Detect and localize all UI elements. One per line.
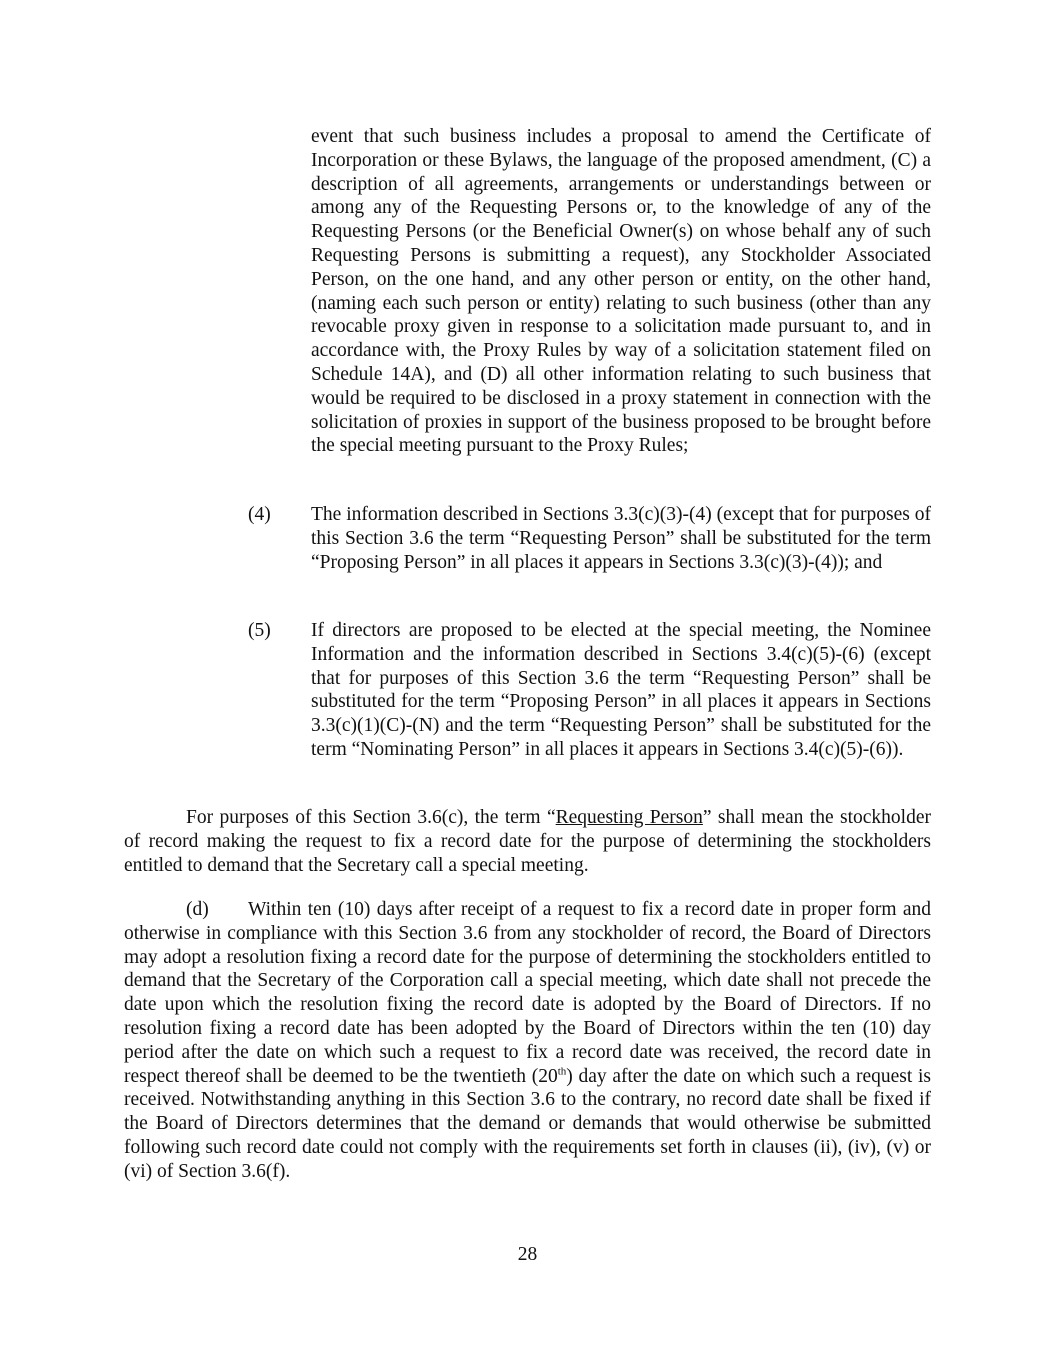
definition-text-after: ” shall mean the stockholder of record making the request to fix a record date for the purpose of determining the stockholders entitled to demand that the Secretary call a special meeting. xyxy=(124,807,931,876)
paragraph-d xyxy=(124,898,931,1184)
list-item-text: The information described in Sections 3.3(c)(3)-(4) (except that for purposes of this Section 3.6 the term “Requesting Person” shall be substituted for the term “Proposing Person” in all places it appears in Sections 3.3(c)(3)-(4)); and xyxy=(311,504,932,573)
continued-paragraph-text: event that such business includes a proposal to amend the Certificate of Incorporation or these Bylaws, the language of the proposed amendment, (C) a description of all agreements, arrangements or understandings between or among any of the Requesting Persons or, to the knowledge of any of the Requesting Persons (or the Beneficial Owner(s) on whose behalf any of such Requesting Persons is submitting a request), any Stockholder Associated Person, on the one hand, and any other person or entity, on the other hand, (naming each such person or entity) relating to such business (other than any revocable proxy given in response to a solicitation made pursuant to, and in accordance with, the Proxy Rules by way of a solicitation statement filed on Schedule 14A), and (D) all other information relating to such business that would be required to be disclosed in a proxy statement in connection with the solicitation of proxies in support of the business proposed to be brought before the special meeting pursuant to the Proxy Rules; xyxy=(311,126,931,457)
paragraph-d-text-before: Within ten (10) days after receipt of a request to fix a record date in proper form and otherwise in compliance with this Section 3.6 from any stockholder of record, the Board of Directors may adopt a resolution fixing a record date for the purpose of determining the stockholders entitled to demand that the Secretary of the Corporation call a special meeting, which date shall not precede the date upon which the resolution fixing the record date is adopted by the Board of Directors. If no resolution fixing a record date has been adopted by the Board of Directors within the ten (10) day period after the date on which such a request to fix a record date was received, the record date in respect thereof shall be deemed to be the twentieth (20 xyxy=(124,899,931,1087)
list-item-number: (4) xyxy=(248,504,271,525)
page-number: 28 xyxy=(517,1244,538,1265)
definition-paragraph xyxy=(124,806,931,877)
list-item-number: (5) xyxy=(248,620,271,641)
defined-term: Requesting Person xyxy=(555,807,703,828)
ordinal-superscript: th xyxy=(557,1065,567,1078)
list-item-4 xyxy=(248,503,931,574)
definition-text-before: For purposes of this Section 3.6(c), the term “ xyxy=(186,807,556,828)
list-item-5 xyxy=(248,619,931,762)
paragraph-d-text-after: ) day after the date on which such a request is received. Notwithstanding anything in this Section 3.6 to the contrary, no record date shall be fixed if the Board of Directors determines that the demand or demands that would otherwise be submitted following such record date could not comply with the requirements set forth in clauses (ii), (iv), (v) or (vi) of Section 3.6(f). xyxy=(124,1065,931,1182)
paragraph-label: (d) xyxy=(186,899,209,920)
list-item-text: If directors are proposed to be elected at the special meeting, the Nominee Information and the information described in Sections 3.4(c)(5)-(6) (except that for purposes of this Section 3.6 the term “Requesting Person” shall be substituted for the term “Proposing Person” in all places it appears in Sections 3.3(c)(1)(C)-(N) and the term “Requesting Person” shall be substituted for the term “Nominating Person” in all places it appears in Sections 3.4(c)(5)-(6)). xyxy=(311,620,931,760)
continued-paragraph xyxy=(311,125,931,458)
